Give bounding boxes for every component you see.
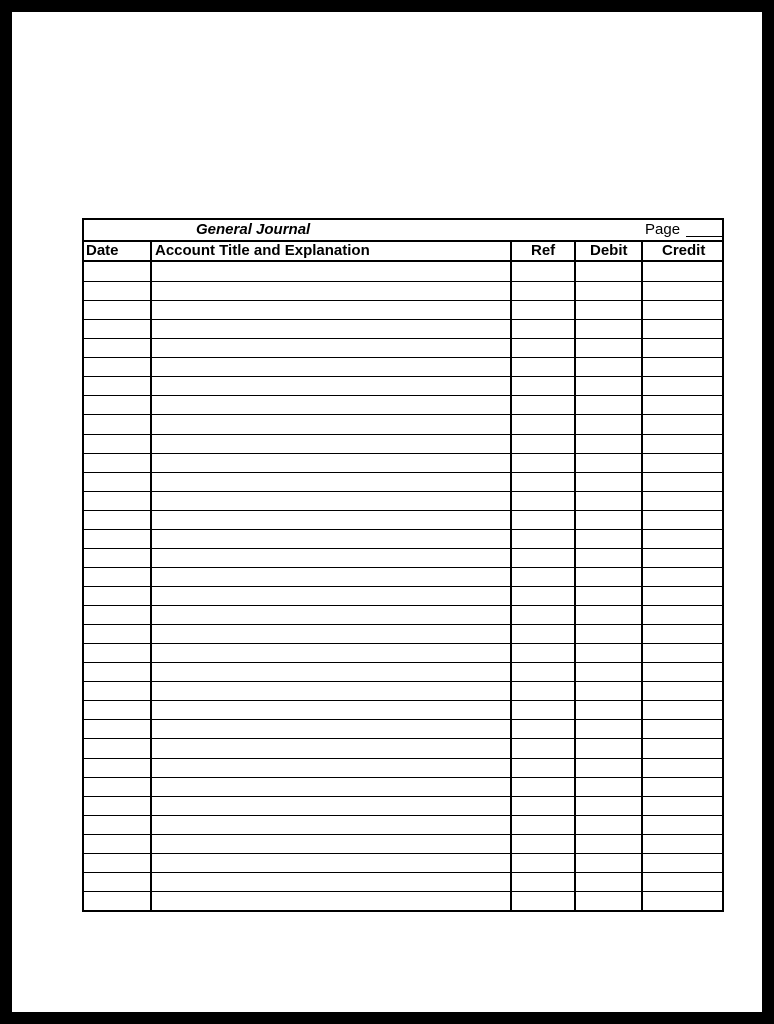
column-divider-date (150, 240, 152, 910)
row-rule (84, 662, 722, 663)
row-rule (84, 758, 722, 759)
row-rule (84, 605, 722, 606)
row-rule (84, 376, 722, 377)
column-divider-account (510, 240, 512, 910)
column-divider-debit (641, 240, 643, 910)
journal-title-row (84, 220, 722, 242)
row-rule (84, 586, 722, 587)
row-rule (84, 510, 722, 511)
row-rule (84, 281, 722, 282)
row-rule (84, 434, 722, 435)
journal-title: General Journal (196, 221, 311, 238)
row-rule (84, 395, 722, 396)
row-rule (84, 700, 722, 701)
row-rule (84, 548, 722, 549)
row-rule (84, 453, 722, 454)
header-ref: Ref (531, 242, 556, 259)
row-rule (84, 472, 722, 473)
header-credit: Credit (662, 242, 706, 259)
page-label: Page (645, 221, 681, 238)
row-rule (84, 796, 722, 797)
header-account-title: Account Title and Explanation (155, 242, 370, 259)
column-header-row (84, 242, 722, 262)
page-number-blank[interactable] (686, 236, 722, 237)
row-rule (84, 414, 722, 415)
row-rule (84, 891, 722, 892)
general-journal-form (82, 218, 724, 912)
row-rule (84, 624, 722, 625)
row-rule (84, 300, 722, 301)
row-rule (84, 643, 722, 644)
header-debit: Debit (590, 242, 628, 259)
row-rule (84, 529, 722, 530)
row-rule (84, 777, 722, 778)
column-divider-ref (574, 240, 576, 910)
row-rule (84, 357, 722, 358)
row-rule (84, 338, 722, 339)
row-rule (84, 853, 722, 854)
row-rule (84, 834, 722, 835)
row-rule (84, 319, 722, 320)
row-rule (84, 815, 722, 816)
row-rule (84, 719, 722, 720)
row-rule (84, 567, 722, 568)
row-rule (84, 738, 722, 739)
header-date: Date (86, 242, 119, 259)
row-rule (84, 491, 722, 492)
row-rule (84, 872, 722, 873)
row-rule (84, 681, 722, 682)
